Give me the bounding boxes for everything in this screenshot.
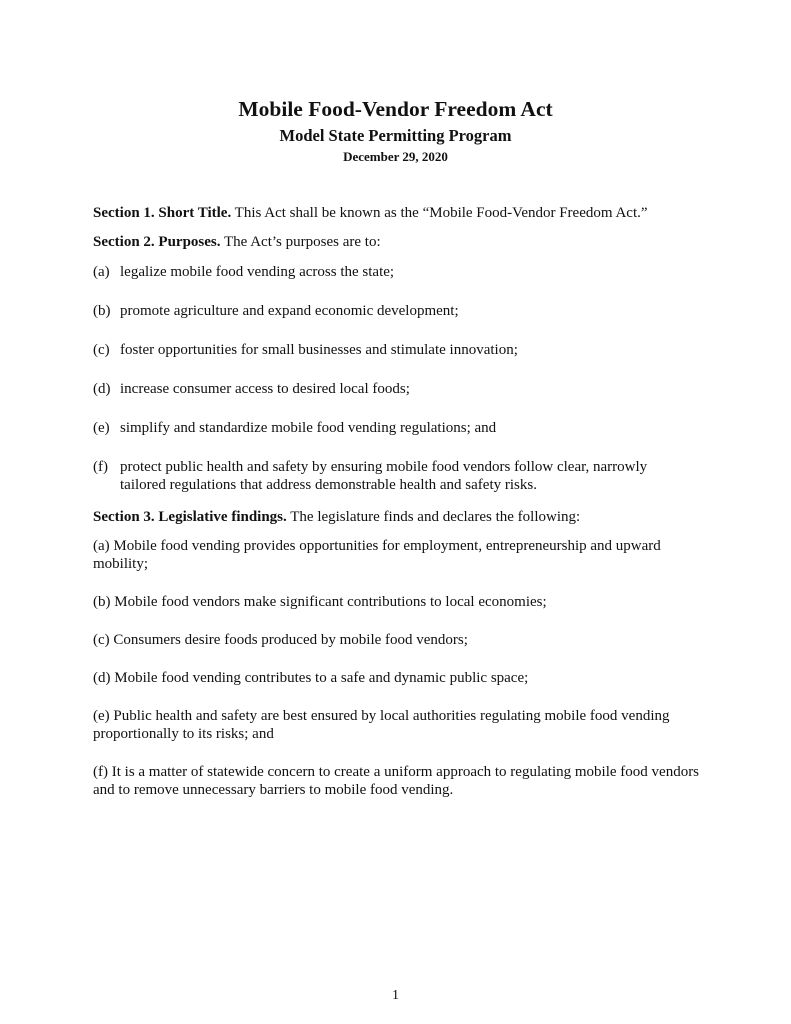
section-2-heading: Section 2. Purposes. xyxy=(93,234,221,250)
title-block xyxy=(0,96,791,165)
list-item xyxy=(93,419,713,437)
page-number: 1 xyxy=(392,988,399,1003)
section-1-text: This Act shall be known as the “Mobile Food-Vendor Freedom Act.” xyxy=(231,205,648,221)
purposes-list xyxy=(93,263,713,494)
list-item-letter: (f) xyxy=(93,459,108,475)
list-item xyxy=(93,302,713,320)
document-date: December 29, 2020 xyxy=(343,149,448,164)
list-item-text: legalize mobile food vending across the state; xyxy=(120,264,395,280)
document-title: Mobile Food-Vendor Freedom Act xyxy=(238,97,553,121)
list-item xyxy=(93,341,713,359)
list-item-text: protect public health and safety by ensuring mobile food vendors follow clear, narrowly tailored regulations that address demonstrable health and safety risks. xyxy=(120,459,648,493)
finding-item: (d) Mobile food vending contributes to a safe and dynamic public space; xyxy=(93,670,529,686)
document-body xyxy=(93,204,713,799)
finding-item: (c) Consumers desire foods produced by mobile food vendors; xyxy=(93,632,468,648)
finding-item: (e) Public health and safety are best ensured by local authorities regulating mobile food vending proportionally to its risks; and xyxy=(93,708,670,742)
section-3 xyxy=(93,508,713,526)
list-item xyxy=(93,458,713,494)
list-item-text: simplify and standardize mobile food vending regulations; and xyxy=(120,420,497,436)
section-2-text: The Act’s purposes are to: xyxy=(220,234,381,250)
section-2 xyxy=(93,233,713,251)
list-item-letter: (b) xyxy=(93,303,111,319)
list-item-letter: (a) xyxy=(93,264,110,280)
section-3-text: The legislature finds and declares the following: xyxy=(286,509,581,525)
list-item-text: promote agriculture and expand economic development; xyxy=(120,303,459,319)
document-subtitle: Model State Permitting Program xyxy=(279,126,512,145)
list-item xyxy=(93,263,713,281)
finding-item: (f) It is a matter of statewide concern to create a uniform approach to regulating mobile food vendors and to remove unnecessary barriers to mobile food vending. xyxy=(93,764,700,798)
section-1-heading: Section 1. Short Title. xyxy=(93,205,232,221)
list-item-text: foster opportunities for small businesses and stimulate innovation; xyxy=(120,342,518,358)
list-item xyxy=(93,380,713,398)
section-1 xyxy=(93,204,713,222)
finding-item: (b) Mobile food vendors make significant contributions to local economies; xyxy=(93,594,547,610)
finding-item: (a) Mobile food vending provides opportunities for employment, entrepreneurship and upward mobility; xyxy=(93,538,661,572)
list-item-text: increase consumer access to desired local foods; xyxy=(120,381,410,397)
list-item-letter: (d) xyxy=(93,381,111,397)
list-item-letter: (c) xyxy=(93,342,110,358)
section-3-heading: Section 3. Legislative findings. xyxy=(93,509,287,525)
list-item-letter: (e) xyxy=(93,420,110,436)
